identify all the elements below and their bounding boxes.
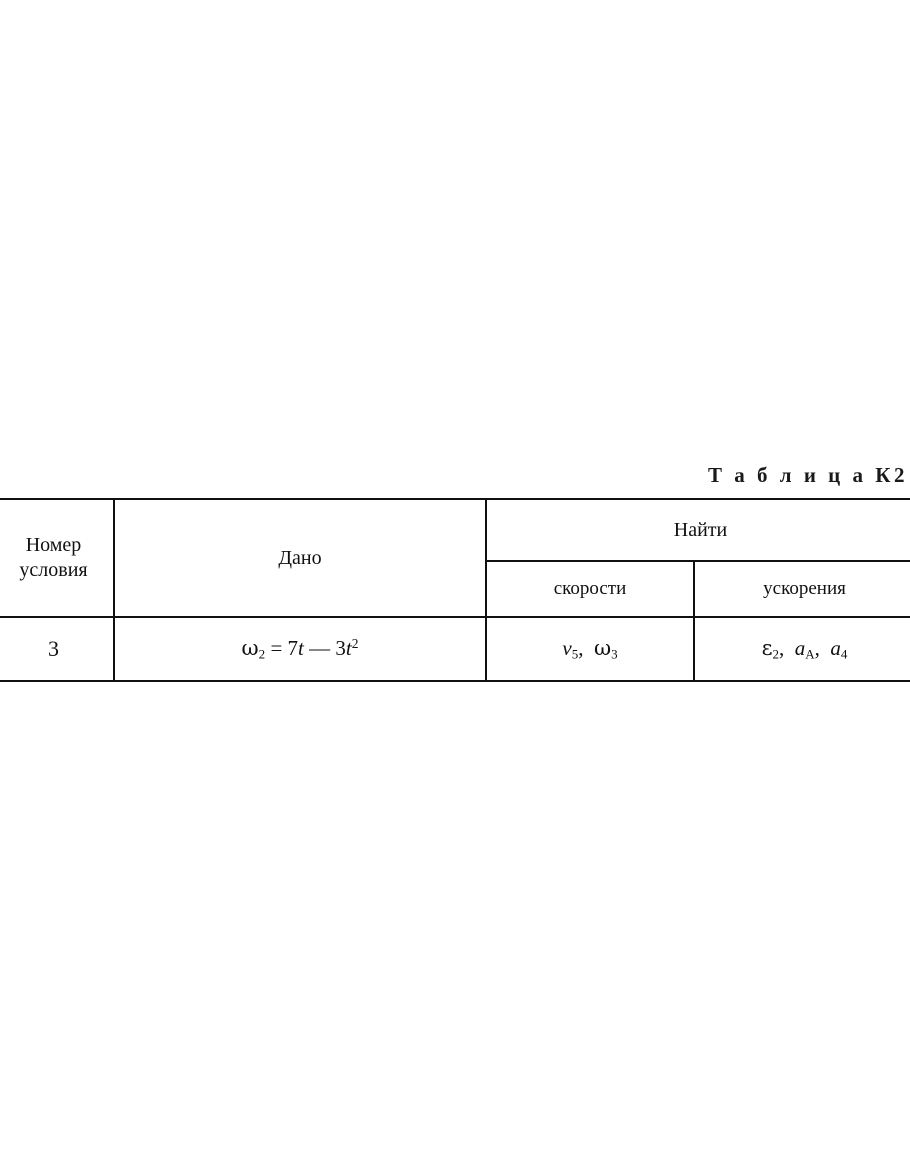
velocity-omega-symbol: ω (593, 635, 612, 660)
accelerations-comma-1: , (778, 635, 785, 660)
given-omega-sub: 2 (258, 646, 266, 662)
acceleration-epsilon-sub: 2 (772, 646, 779, 662)
header-number-line1: Номер (25, 534, 82, 556)
header-velocities: скорости (486, 561, 694, 617)
velocity-omega-sub: 3 (611, 646, 618, 662)
table-header-row-1 (0, 499, 910, 561)
given-term2-coeff: 3 (335, 635, 346, 660)
table-header (0, 499, 910, 617)
cell-condition-number: 3 (0, 617, 114, 681)
header-number-line2: условия (19, 559, 88, 581)
acceleration-a2-symbol: a (830, 635, 841, 660)
cell-given (114, 617, 486, 681)
header-given: Дано (114, 499, 486, 617)
acceleration-a2-sub: 4 (840, 646, 848, 662)
velocities-expression (562, 636, 617, 660)
cell-accelerations (694, 617, 910, 681)
table-body (0, 617, 910, 681)
accelerations-comma-2: , (814, 635, 820, 660)
table-k2 (0, 498, 910, 682)
given-term1-var: t (298, 635, 304, 660)
given-term2-var: t (345, 635, 352, 660)
header-find: Найти (486, 499, 910, 561)
header-accelerations: ускорения (694, 561, 910, 617)
given-expression (242, 636, 359, 660)
header-number-condition (0, 499, 114, 617)
given-minus: — (309, 635, 331, 660)
given-term2-power: 2 (351, 635, 359, 651)
given-omega-symbol: ω (241, 635, 259, 660)
given-equals: = (270, 635, 283, 660)
cell-velocities (486, 617, 694, 681)
acceleration-a1-symbol: a (794, 635, 806, 660)
velocity-v-symbol: v (562, 635, 572, 660)
accelerations-expression (762, 636, 848, 660)
acceleration-a1-sub: A (805, 646, 815, 662)
velocity-v-sub: 5 (571, 646, 579, 662)
given-term1-coeff: 7 (287, 635, 299, 660)
table-row (0, 617, 910, 681)
velocities-comma: , (578, 635, 584, 660)
table-caption: Т а б л и ц а К2 (708, 463, 908, 487)
acceleration-epsilon-symbol: ε (761, 635, 773, 660)
table-k2-container (0, 498, 910, 682)
